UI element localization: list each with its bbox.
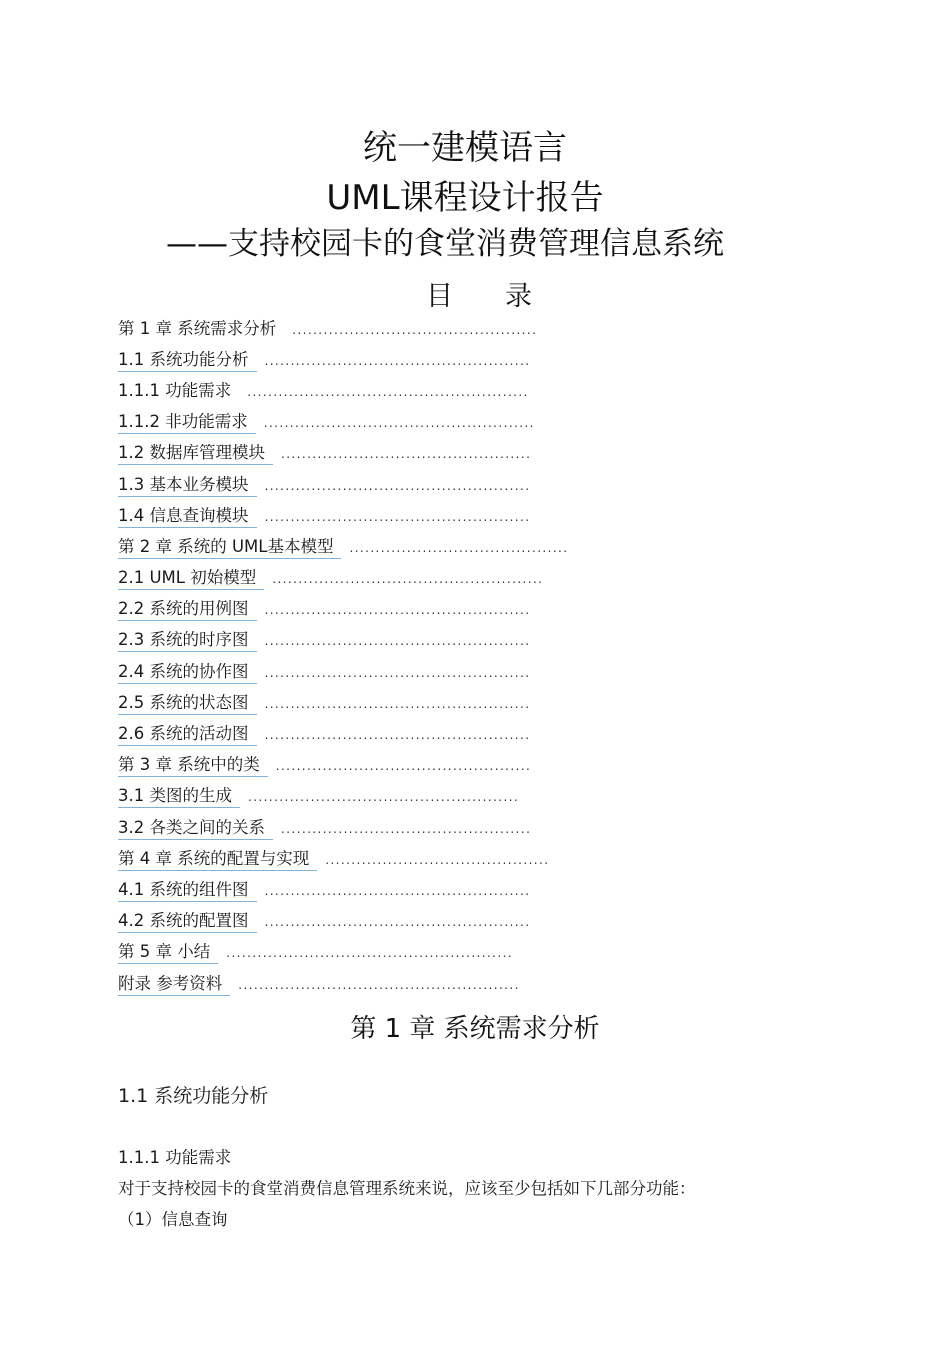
toc-entry-link[interactable]: 2.1 UML 初始模型	[118, 568, 264, 590]
toc-entry[interactable]	[118, 813, 818, 844]
toc-entry[interactable]	[118, 595, 818, 626]
toc-entry-link[interactable]: 2.2 系统的用例图	[118, 599, 257, 621]
subsection-heading: 1.1.1 功能需求	[118, 1148, 232, 1167]
toc-entry[interactable]	[118, 875, 818, 906]
toc-entry[interactable]	[118, 314, 818, 345]
toc-entry-link[interactable]: 2.5 系统的状态图	[118, 693, 257, 715]
toc-entry-link[interactable]: 第 1 章 系统需求分析	[118, 319, 277, 339]
toc-leader-dots: ...................................................	[264, 665, 531, 680]
table-of-contents	[118, 314, 818, 1000]
toc-heading-right: 录	[505, 281, 534, 312]
toc-entry-link[interactable]: 第 2 章 系统的 UML基本模型	[118, 537, 341, 559]
toc-entry-link[interactable]: 第 3 章 系统中的类	[118, 755, 268, 777]
toc-entry-link[interactable]: 第 4 章 系统的配置与实现	[118, 849, 317, 871]
toc-leader-dots: ...................................................	[264, 603, 531, 618]
list-item: （1）信息查询	[118, 1210, 228, 1229]
toc-leader-dots: ...................................................	[264, 353, 531, 368]
toc-entry[interactable]	[118, 844, 818, 875]
toc-entry-link[interactable]: 2.4 系统的协作图	[118, 662, 257, 684]
toc-leader-dots: ...............................................	[292, 322, 538, 337]
toc-leader-dots: ...................................................	[264, 509, 531, 524]
body-paragraph: 对于支持校园卡的食堂消费信息管理系统来说，应该至少包括如下几部分功能：	[118, 1179, 696, 1198]
toc-entry-link[interactable]: 1.2 数据库管理模块	[118, 443, 273, 465]
toc-entry[interactable]	[118, 532, 818, 563]
toc-entry[interactable]	[118, 657, 818, 688]
toc-leader-dots: ......................................................	[238, 977, 520, 992]
toc-entry[interactable]	[118, 408, 818, 439]
toc-entry-link[interactable]: 2.3 系统的时序图	[118, 630, 257, 652]
toc-entry[interactable]	[118, 907, 818, 938]
toc-entry-link[interactable]: 3.1 类图的生成	[118, 786, 240, 808]
toc-entry[interactable]	[118, 470, 818, 501]
toc-entry[interactable]	[118, 938, 818, 969]
toc-entry-link[interactable]: 4.2 系统的配置图	[118, 911, 257, 933]
toc-entry-link[interactable]: 1.1 系统功能分析	[118, 350, 257, 372]
toc-leader-dots: ..........................................	[349, 540, 569, 555]
toc-entry[interactable]	[118, 969, 818, 1000]
title-line-3: ——支持校园卡的食堂消费管理信息系统	[166, 226, 724, 262]
toc-entry-link[interactable]: 1.4 信息查询模块	[118, 506, 257, 528]
toc-leader-dots: ...................................................	[264, 728, 531, 743]
toc-entry[interactable]	[118, 751, 818, 782]
toc-leader-dots: ......................................................	[247, 384, 529, 399]
toc-leader-dots: ................................................	[281, 821, 532, 836]
toc-entry-link[interactable]: 3.2 各类之间的关系	[118, 818, 273, 840]
toc-entry[interactable]	[118, 626, 818, 657]
toc-leader-dots: ....................................................	[263, 416, 535, 431]
toc-leader-dots: ................................................	[281, 447, 532, 462]
toc-entry-link[interactable]: 第 5 章 小结	[118, 942, 218, 964]
toc-leader-dots: ...................................................	[264, 883, 531, 898]
toc-entry-link[interactable]: 1.1.2 非功能需求	[118, 412, 256, 434]
toc-entry-link[interactable]: 1.1.1 功能需求	[118, 381, 232, 401]
section-heading: 1.1 系统功能分析	[118, 1085, 269, 1107]
toc-leader-dots: .................................................	[275, 759, 532, 774]
toc-entry[interactable]	[118, 376, 818, 407]
toc-entry[interactable]	[118, 782, 818, 813]
toc-entry[interactable]	[118, 501, 818, 532]
toc-entry-link[interactable]: 2.6 系统的活动图	[118, 724, 257, 746]
toc-leader-dots: ...................................................	[264, 696, 531, 711]
toc-entry[interactable]	[118, 719, 818, 750]
toc-entry[interactable]	[118, 345, 818, 376]
toc-entry[interactable]	[118, 688, 818, 719]
toc-entry[interactable]	[118, 564, 818, 595]
toc-entry-link[interactable]: 4.1 系统的组件图	[118, 880, 257, 902]
title-line-1: 统一建模语言	[363, 128, 567, 168]
toc-leader-dots: ....................................................	[272, 572, 544, 587]
toc-entry[interactable]	[118, 439, 818, 470]
toc-leader-dots: ...........................................	[325, 852, 550, 867]
toc-heading	[5, 274, 950, 313]
toc-leader-dots: ...................................................	[264, 915, 531, 930]
toc-leader-dots: ...................................................	[264, 634, 531, 649]
toc-entry-link[interactable]: 附录 参考资料	[118, 974, 230, 996]
toc-entry-link[interactable]: 1.3 基本业务模块	[118, 475, 257, 497]
toc-leader-dots: .......................................................	[226, 946, 514, 961]
toc-leader-dots: ...................................................	[264, 478, 531, 493]
chapter-heading: 第 1 章 系统需求分析	[350, 1014, 600, 1044]
toc-leader-dots: ....................................................	[248, 790, 520, 805]
title-line-2: UML课程设计报告	[326, 178, 604, 218]
toc-heading-left: 目	[426, 281, 455, 312]
